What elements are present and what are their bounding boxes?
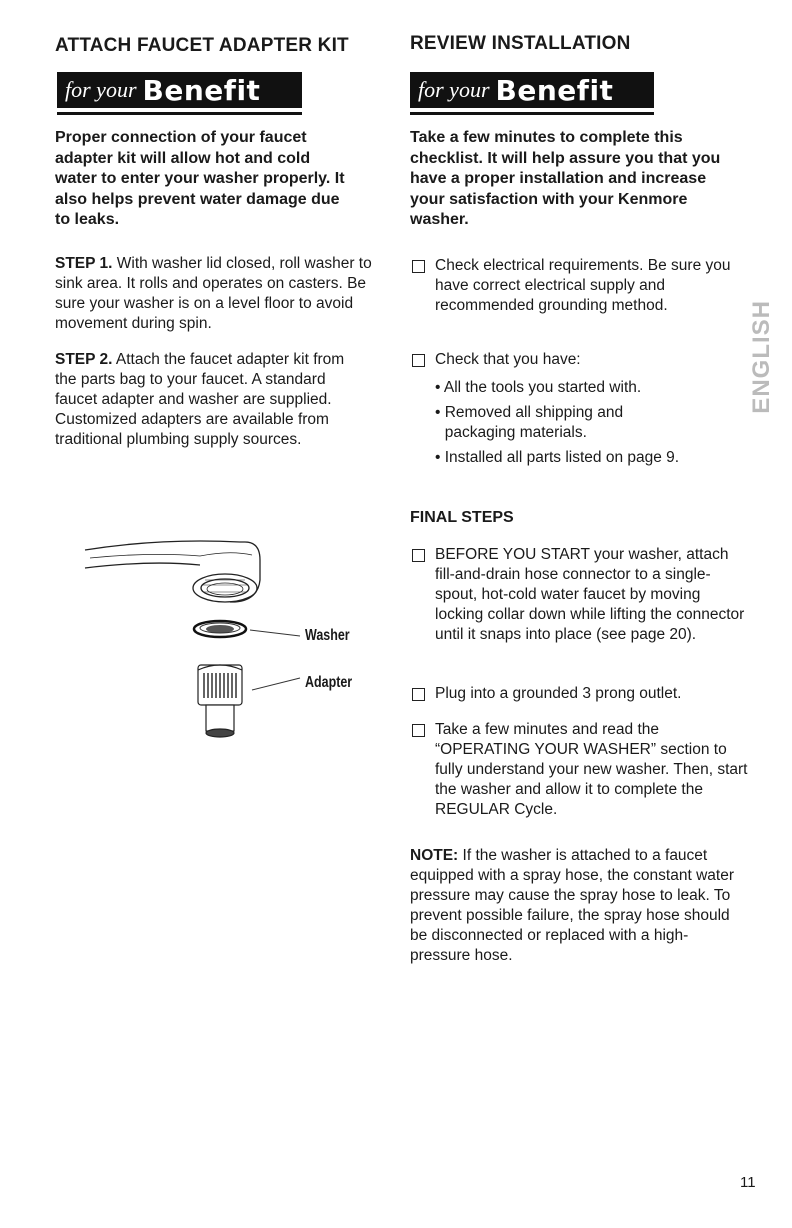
step-2-label: STEP 2. <box>55 351 113 368</box>
final-item-plug <box>412 684 752 704</box>
note-text: If the washer is attached to a faucet equipped with a spray hose, the constant water pressure may cause the spray hose to leak. To prevent possible failure, the spray hose should be disconnected or replaced with a high-pressure hose. <box>410 847 734 964</box>
final-item-text: BEFORE YOU START your washer, attach fill-and-drain hose connector to a single-spout, hot-cold water faucet by moving locking collar down while lifting the connector until it snaps into place (see page 20). <box>435 546 745 643</box>
left-badge-rule <box>57 112 302 115</box>
adapter-label: Adapter <box>305 674 353 691</box>
checkbox-icon <box>412 354 425 367</box>
step-2-text: Attach the faucet adapter kit from the parts bag to your faucet. A standard faucet adapter and washer are supplied. Customized adapters are available from traditional plumbing supply sources. <box>55 351 345 448</box>
final-item-read-manual <box>412 720 752 820</box>
checklist-item-text: Check electrical requirements. Be sure you have correct electrical supply and recommended grounding method. <box>435 257 731 314</box>
note <box>410 846 740 966</box>
checklist-item-have <box>412 350 732 370</box>
checklist-item-electrical <box>412 256 732 316</box>
step-2 <box>55 350 370 450</box>
note-label: NOTE: <box>410 847 459 864</box>
language-side-tab <box>748 300 775 470</box>
page-number: 11 <box>740 1174 756 1191</box>
bullet-item: All the tools you started with. <box>443 379 642 396</box>
badge-big-text: Benefit <box>495 73 614 107</box>
left-benefit-badge <box>57 72 302 108</box>
badge-small-text: for your <box>65 77 137 102</box>
faucet-icon <box>85 541 260 602</box>
adapter-icon <box>198 665 242 737</box>
checkbox-icon <box>412 688 425 701</box>
final-item-text: Plug into a grounded 3 prong outlet. <box>435 685 682 702</box>
left-heading: ATTACH FAUCET ADAPTER KIT <box>55 35 349 56</box>
bullet-list: • All the tools you started with. • Removed all shipping and packaging materials. • Installed all parts listed on page 9. <box>435 379 680 466</box>
checkbox-icon <box>412 724 425 737</box>
right-heading: REVIEW INSTALLATION <box>410 33 631 54</box>
step-1-text: With washer lid closed, roll washer to sink area. It rolls and operates on casters. Be sure your washer is on a level floor to avoid movement during spin. <box>55 255 372 332</box>
checklist-item-text: Check that you have: <box>435 351 581 368</box>
bullet-item: Removed all shipping and packaging materials. <box>444 404 624 441</box>
final-steps-heading: FINAL STEPS <box>410 509 514 526</box>
step-1 <box>55 254 395 334</box>
badge-big-text: Benefit <box>142 73 261 107</box>
checkbox-icon <box>412 549 425 562</box>
washer-icon <box>194 621 246 637</box>
washer-label: Washer <box>305 627 350 644</box>
right-badge-rule <box>410 112 654 115</box>
right-benefit-badge <box>410 72 654 108</box>
step-1-label: STEP 1. <box>55 255 113 272</box>
bullet-item: Installed all parts listed on page 9. <box>444 449 680 466</box>
badge-small-text: for your <box>418 77 490 102</box>
side-tab-text: ENGLISH <box>748 300 775 414</box>
checkbox-icon <box>412 260 425 273</box>
left-lead-text: Proper connection of your faucet adapter kit will allow hot and cold water to enter your washer properly. It also helps prevent water damage due to leaks. <box>55 129 345 228</box>
final-item-before-start <box>412 545 752 645</box>
final-item-text: Take a few minutes and read the “OPERATING YOUR WASHER” section to fully understand your new washer. Then, start the washer and allow it to complete the REGULAR Cycle. <box>435 721 748 818</box>
right-lead-text: Take a few minutes to complete this checklist. It will help assure you that you have a proper installation and increase your satisfaction with your Kenmore washer. <box>410 129 721 228</box>
